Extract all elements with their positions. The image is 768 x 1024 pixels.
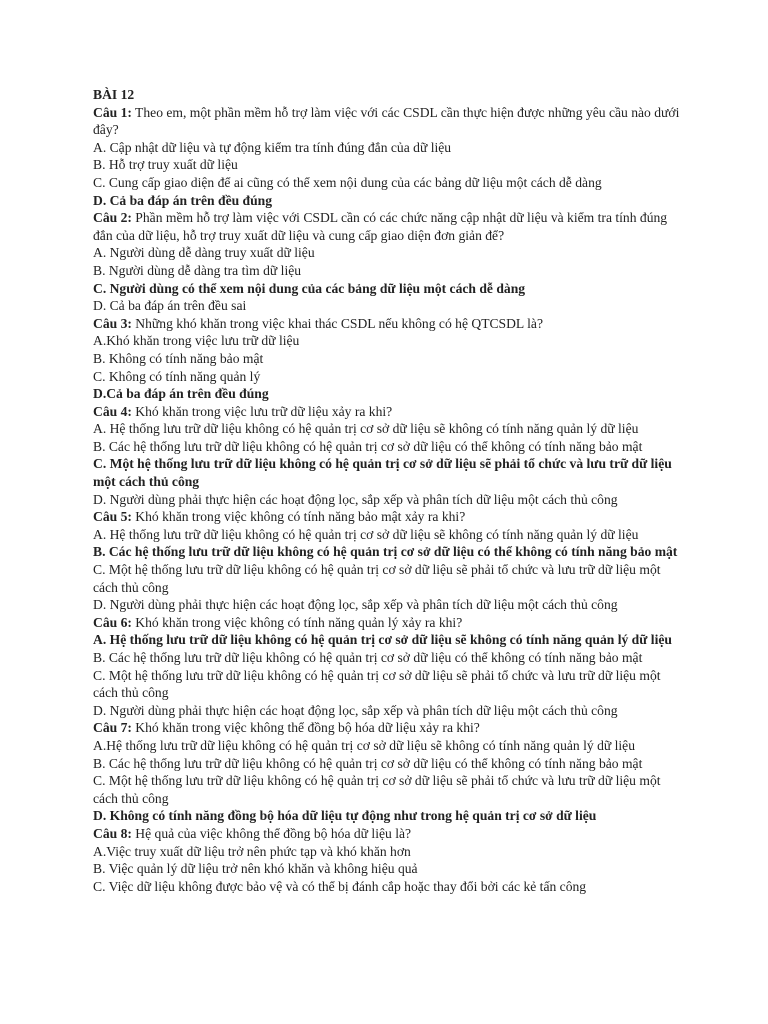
- question-block: [93, 403, 683, 509]
- question-text: Khó khăn trong việc lưu trữ dữ liệu xảy ra khi?: [131, 403, 393, 419]
- question-text: Khó khăn trong việc không thể đồng bộ hóa dữ liệu xảy ra khi?: [131, 720, 480, 736]
- answer-option: B. Hỗ trợ truy xuất dữ liệu: [93, 157, 238, 173]
- question-stem: [93, 614, 683, 632]
- answer-option: A. Người dùng dễ dàng truy xuất dữ liệu: [93, 245, 315, 261]
- question-list: [93, 104, 683, 896]
- question-number: Câu 7:: [93, 720, 132, 736]
- question-number: Câu 5:: [93, 509, 132, 525]
- answer-option: C. Một hệ thống lưu trữ dữ liệu không có hệ quản trị cơ sở dữ liệu sẽ phải tổ chức và lưu trữ dữ liệu một cách thủ công: [93, 562, 661, 595]
- question-stem: [93, 719, 683, 737]
- answer-option: A.Việc truy xuất dữ liệu trở nên phức tạp và khó khăn hơn: [93, 843, 411, 859]
- question-number: Câu 2:: [93, 210, 132, 226]
- answer-option: D. Người dùng phải thực hiện các hoạt động lọc, sắp xếp và phân tích dữ liệu một cách thủ công: [93, 702, 618, 718]
- answer-option: A. Cập nhật dữ liệu và tự động kiểm tra tính đúng đắn của dữ liệu: [93, 139, 452, 155]
- question-block: [93, 614, 683, 720]
- document-page: [93, 86, 683, 895]
- answer-option: B. Không có tính năng bảo mật: [93, 350, 264, 366]
- question-stem: [93, 403, 683, 421]
- correct-answer-option: D. Không có tính năng đồng bộ hóa dữ liệu tự động như trong hệ quản trị cơ sở dữ liệu: [93, 808, 597, 824]
- answer-option: B. Người dùng dễ dàng tra tìm dữ liệu: [93, 262, 302, 278]
- question-text: Khó khăn trong việc không có tính năng quản lý xảy ra khi?: [131, 614, 463, 630]
- question-text: Theo em, một phần mềm hỗ trợ làm việc với các CSDL cần thực hiện được những yêu cầu nào dưới đây?: [93, 104, 680, 138]
- document-title: BÀI 12: [93, 87, 135, 102]
- question-block: [93, 209, 683, 315]
- answer-option: A.Khó khăn trong việc lưu trữ dữ liệu: [93, 333, 300, 349]
- answer-option: D. Người dùng phải thực hiện các hoạt động lọc, sắp xếp và phân tích dữ liệu một cách thủ công: [93, 597, 618, 613]
- question-block: [93, 719, 683, 825]
- answer-option: B. Việc quản lý dữ liệu trở nên khó khăn và không hiệu quả: [93, 861, 418, 877]
- question-number: Câu 3:: [93, 315, 132, 331]
- answer-option: C. Một hệ thống lưu trữ dữ liệu không có hệ quản trị cơ sở dữ liệu sẽ phải tổ chức và lưu trữ dữ liệu một cách thủ công: [93, 773, 661, 806]
- question-block: [93, 508, 683, 614]
- answer-option: B. Các hệ thống lưu trữ dữ liệu không có hệ quản trị cơ sở dữ liệu có thể không có tính năng bảo mật: [93, 650, 643, 665]
- correct-answer-option: C. Một hệ thống lưu trữ dữ liệu không có hệ quản trị cơ sở dữ liệu sẽ phải tổ chức và lưu trữ dữ liệu một cách thủ công: [93, 456, 672, 490]
- question-stem: [93, 209, 683, 244]
- answer-option: A.Hệ thống lưu trữ dữ liệu không có hệ quản trị cơ sở dữ liệu sẽ không có tính năng quản lý dữ liệu: [93, 737, 636, 753]
- answer-option: C. Một hệ thống lưu trữ dữ liệu không có hệ quản trị cơ sở dữ liệu sẽ phải tổ chức và lưu trữ dữ liệu một cách thủ công: [93, 667, 661, 701]
- answer-option: C. Cung cấp giao diện để ai cũng có thể xem nội dung của các bảng dữ liệu một cách dễ dàng: [93, 174, 602, 190]
- answer-option: D. Người dùng phải thực hiện các hoạt động lọc, sắp xếp và phân tích dữ liệu một cách thủ công: [93, 491, 618, 507]
- question-stem: [93, 104, 683, 139]
- correct-answer-option: D.Cả ba đáp án trên đều đúng: [93, 386, 269, 402]
- question-stem: [93, 825, 683, 843]
- question-number: Câu 4:: [93, 403, 132, 419]
- answer-option: D. Cả ba đáp án trên đều sai: [93, 298, 247, 314]
- answer-option: B. Các hệ thống lưu trữ dữ liệu không có hệ quản trị cơ sở dữ liệu có thể không có tính năng bảo mật: [93, 438, 643, 454]
- question-block: [93, 315, 683, 403]
- question-block: [93, 825, 683, 895]
- question-block: [93, 104, 683, 210]
- question-number: Câu 6:: [93, 614, 132, 630]
- question-stem: [93, 315, 683, 333]
- question-text: Hệ quả của việc không thể đồng bộ hóa dữ liệu là?: [131, 825, 412, 841]
- question-number: Câu 1:: [93, 104, 132, 120]
- question-stem: [93, 508, 683, 526]
- answer-option: A. Hệ thống lưu trữ dữ liệu không có hệ quản trị cơ sở dữ liệu sẽ không có tính năng quản lý dữ liệu: [93, 421, 639, 437]
- correct-answer-option: B. Các hệ thống lưu trữ dữ liệu không có hệ quản trị cơ sở dữ liệu có thể không có tính năng bảo mật: [93, 544, 678, 560]
- answer-option: C. Việc dữ liệu không được bảo vệ và có thể bị đánh cắp hoặc thay đổi bởi các kẻ tấn công: [93, 878, 587, 894]
- correct-answer-option: C. Người dùng có thể xem nội dung của các bảng dữ liệu một cách dễ dàng: [93, 280, 526, 296]
- question-text: Khó khăn trong việc không có tính năng bảo mật xảy ra khi?: [131, 509, 466, 525]
- answer-option: C. Không có tính năng quản lý: [93, 368, 261, 384]
- question-number: Câu 8:: [93, 825, 132, 841]
- correct-answer-option: D. Cả ba đáp án trên đều đúng: [93, 192, 273, 208]
- answer-option: A. Hệ thống lưu trữ dữ liệu không có hệ quản trị cơ sở dữ liệu sẽ không có tính năng quản lý dữ liệu: [93, 526, 639, 542]
- answer-option: B. Các hệ thống lưu trữ dữ liệu không có hệ quản trị cơ sở dữ liệu có thể không có tính năng bảo mật: [93, 755, 643, 771]
- question-text: Phần mềm hỗ trợ làm việc với CSDL cần có các chức năng cập nhật dữ liệu và kiểm tra tính đúng đắn của dữ liệu, hỗ trợ truy xuất dữ liệu và cung cấp giao diện đơn giản để?: [93, 210, 668, 243]
- correct-answer-option: A. Hệ thống lưu trữ dữ liệu không có hệ quản trị cơ sở dữ liệu sẽ không có tính năng quản lý dữ liệu: [93, 632, 672, 648]
- question-text: Những khó khăn trong việc khai thác CSDL nếu không có hệ QTCSDL là?: [131, 315, 543, 331]
